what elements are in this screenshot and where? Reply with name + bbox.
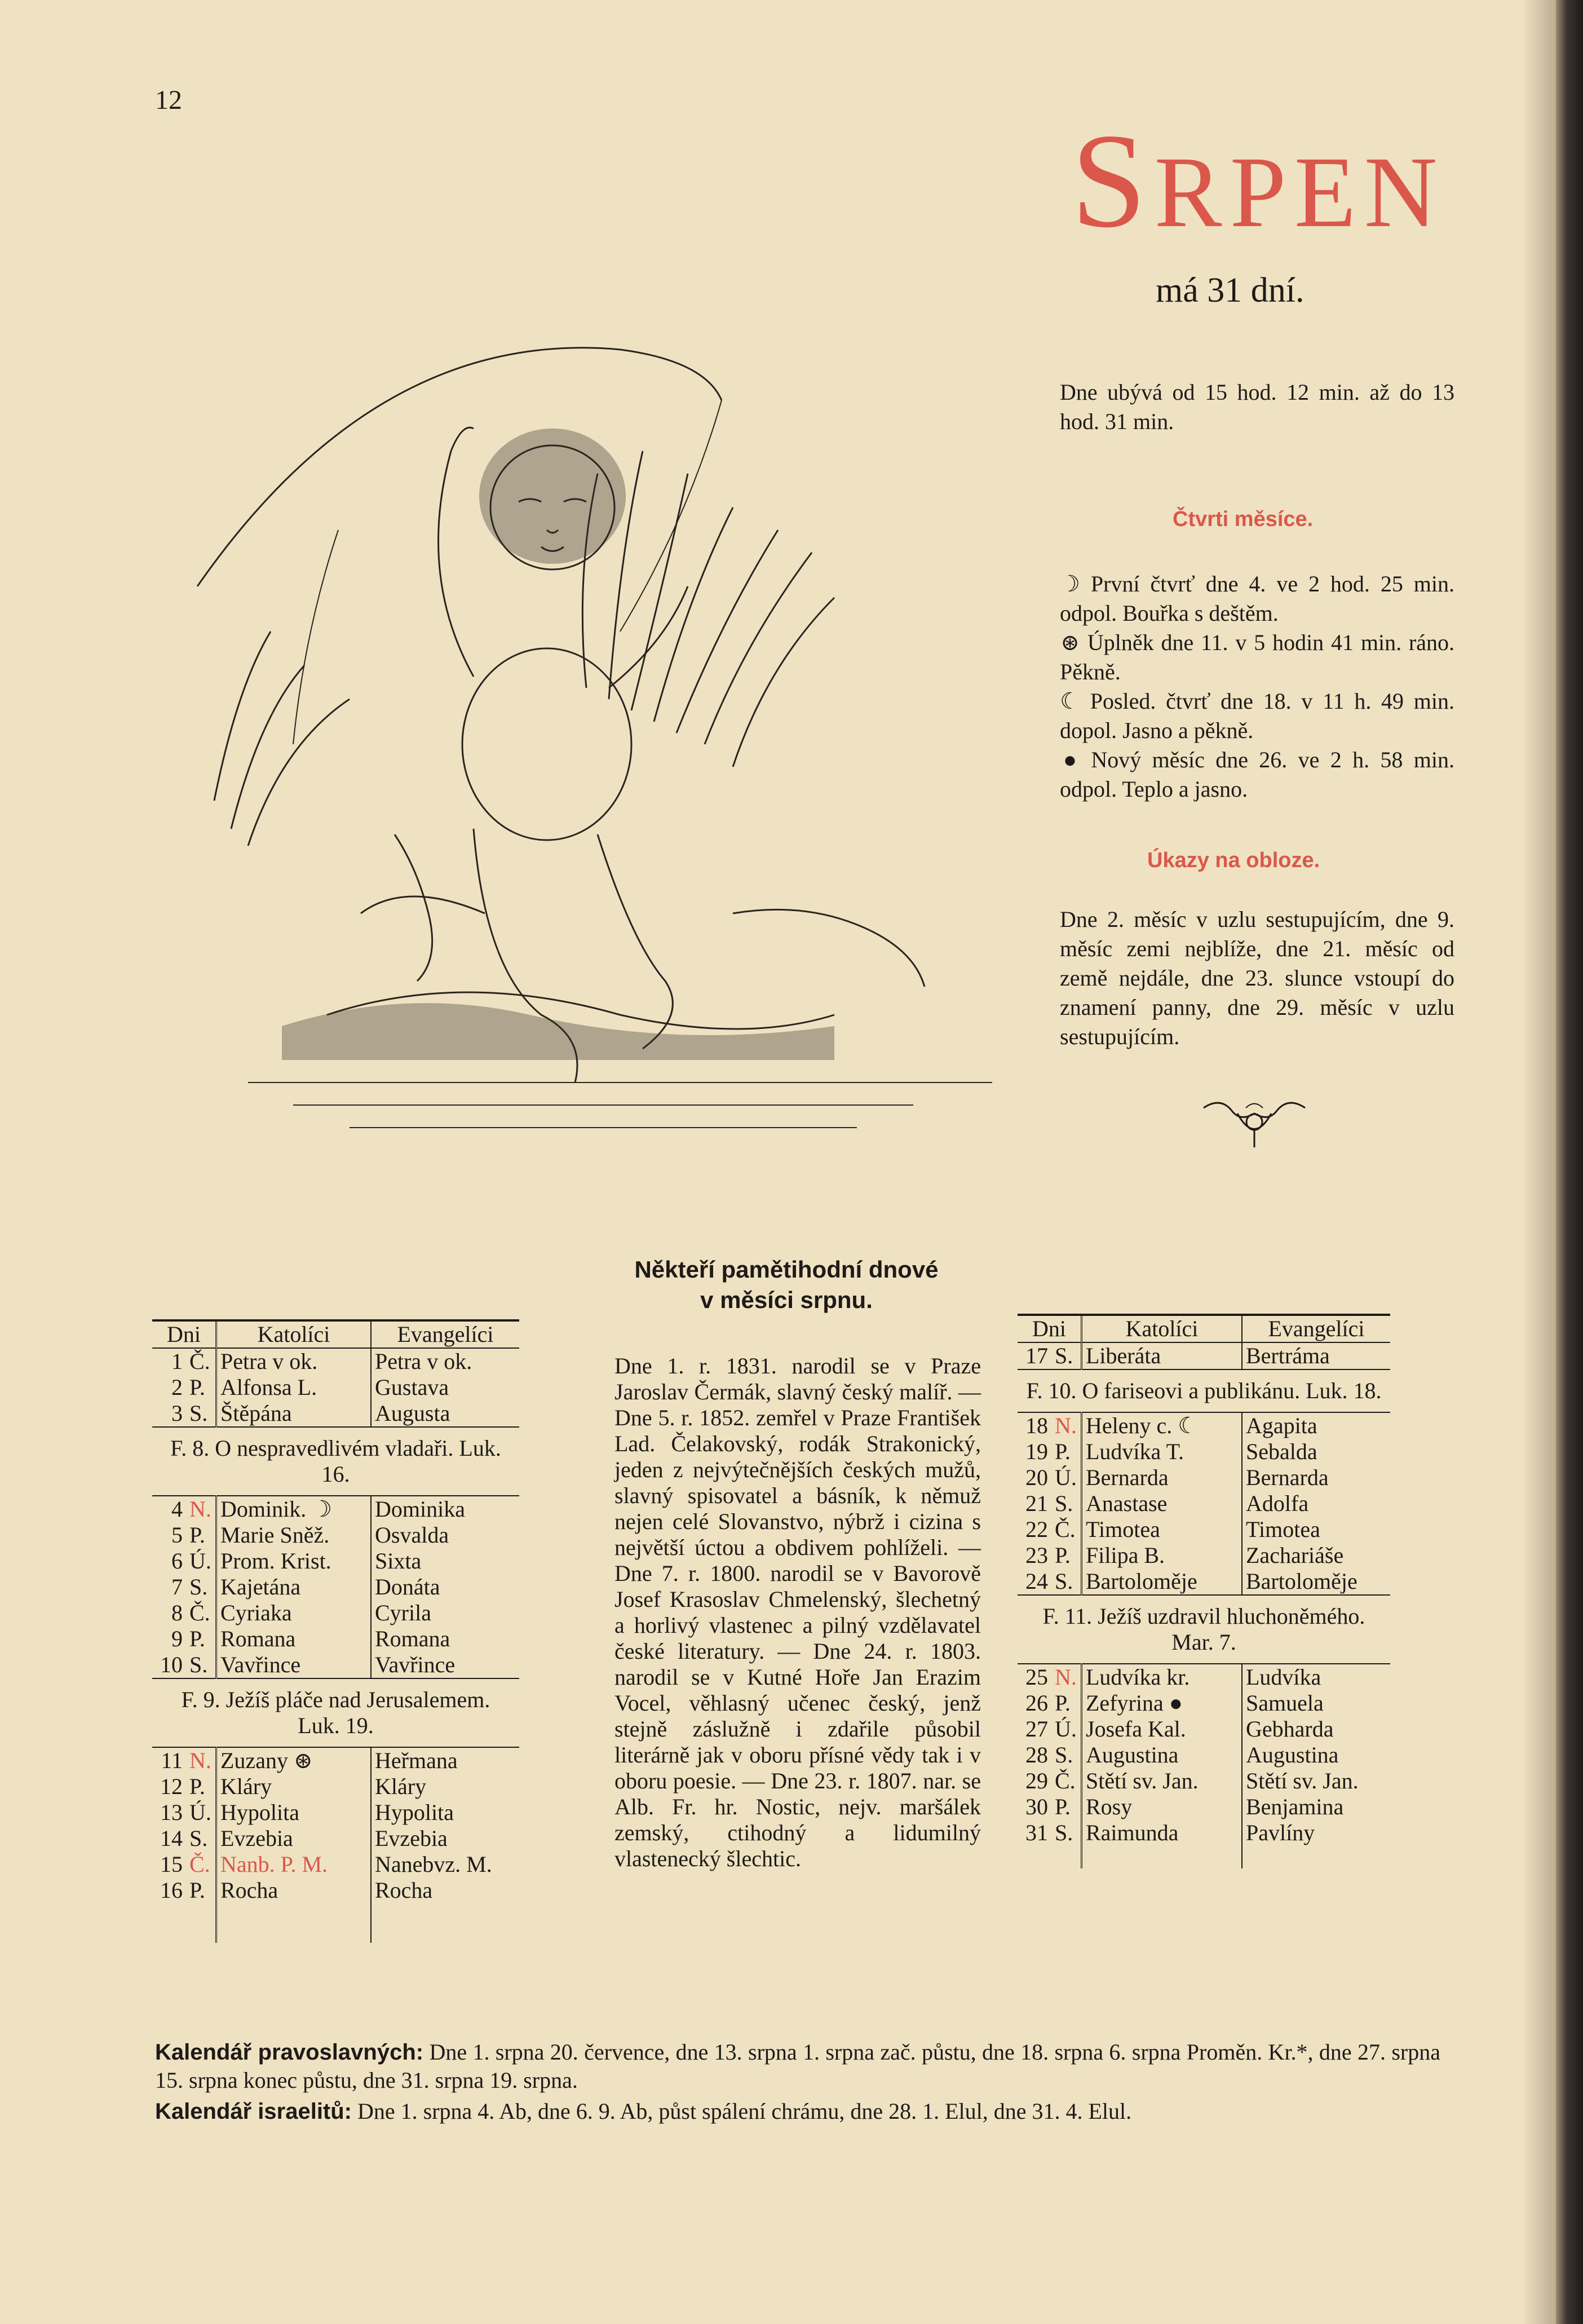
weekday: P. (186, 1522, 216, 1548)
evangelic-name: Bertráma (1246, 1343, 1330, 1368)
table-row (1018, 1690, 1390, 1716)
weekday: S. (1051, 1342, 1082, 1369)
day-number: 2 (171, 1375, 183, 1400)
moon-phase-item (1060, 569, 1454, 628)
day-number: 24 (1025, 1569, 1048, 1594)
feast-text: F. 8. O nespravedlivém vladaři. Luk. 16. (152, 1427, 519, 1496)
table-row (152, 1877, 519, 1903)
day-number: 21 (1025, 1491, 1048, 1516)
memorable-days-heading: Někteří pamětihodní dnové v měsíci srpnu. (634, 1256, 939, 1313)
month-title-initial: S (1071, 105, 1155, 255)
daylight-text: Dne ubývá od 15 hod. 12 min. až do 13 hod. 31 min. (1060, 379, 1454, 434)
evangelic-name: Kláry (375, 1774, 427, 1799)
day-number: 16 (160, 1877, 183, 1903)
evangelic-name: Donáta (375, 1574, 440, 1600)
table-row (152, 1774, 519, 1800)
catholic-name: Zefyrina ● (1082, 1690, 1242, 1716)
weekday: S. (1051, 1742, 1082, 1768)
weekday: N. (1051, 1664, 1082, 1690)
full-moon-icon: ⊛ (1060, 630, 1080, 655)
weekday: Č. (1051, 1517, 1082, 1543)
catholic-name: Heleny c. ☾ (1082, 1412, 1242, 1439)
catholic-name: Ludvíka kr. (1082, 1664, 1242, 1690)
table-row (1018, 1742, 1390, 1768)
header-evangelic: Evangelíci (1268, 1316, 1365, 1341)
evangelic-name: Augusta (375, 1400, 450, 1426)
evangelic-name: Rocha (375, 1877, 433, 1903)
catholic-name: Alfonsa L. (216, 1375, 372, 1400)
catholic-name: Augustina (1082, 1742, 1242, 1768)
floral-ornament-icon (1198, 1091, 1311, 1153)
evangelic-name: Augustina (1246, 1742, 1339, 1768)
weekday: P. (186, 1375, 216, 1400)
weekday: Ú. (1051, 1465, 1082, 1491)
day-number: 30 (1025, 1794, 1048, 1819)
day-number: 3 (171, 1400, 183, 1426)
book-spine (1556, 0, 1583, 2324)
israelite-text: Dne 1. srpna 4. Ab, dne 6. 9. Ab, půst spálení chrámu, dne 28. 1. Elul, dne 31. 4. Elul. (357, 2098, 1132, 2124)
feast-text: F. 10. O fariseovi a publikánu. Luk. 18. (1018, 1369, 1390, 1412)
evangelic-name: Agapita (1246, 1413, 1317, 1438)
table-row (1018, 1569, 1390, 1595)
weekday: P. (186, 1626, 216, 1652)
day-number: 29 (1025, 1768, 1048, 1793)
evangelic-name: Vavřince (375, 1652, 456, 1677)
table-row (1018, 1342, 1390, 1369)
weekday: P. (186, 1774, 216, 1800)
table-row (152, 1348, 519, 1375)
catholic-name: Liberáta (1082, 1342, 1242, 1369)
weekday: S. (1051, 1569, 1082, 1595)
table-row (152, 1626, 519, 1652)
table-row (1018, 1465, 1390, 1491)
weekday: P. (1051, 1543, 1082, 1569)
evangelic-name: Heřmana (375, 1748, 458, 1773)
catholic-name: Marie Sněž. (216, 1522, 372, 1548)
day-number: 28 (1025, 1742, 1048, 1768)
orthodox-calendar-note (155, 2038, 1440, 2095)
day-number: 9 (171, 1626, 183, 1651)
calendar-table-left (152, 1319, 519, 1943)
weekday: Ú. (186, 1800, 216, 1826)
weekday: P. (1051, 1690, 1082, 1716)
weekday: Ú. (1051, 1716, 1082, 1742)
day-number: 15 (160, 1852, 183, 1877)
catholic-name: Bartoloměje (1082, 1569, 1242, 1595)
catholic-name: Rocha (216, 1877, 372, 1903)
catholic-name: Stětí sv. Jan. (1082, 1768, 1242, 1794)
cherub-fishing-illustration (180, 237, 1060, 1150)
feast-row (152, 1427, 519, 1496)
evangelic-name: Ludvíka (1246, 1664, 1321, 1690)
table-row (152, 1548, 519, 1574)
evangelic-name: Gustava (375, 1375, 449, 1400)
feast-text: F. 9. Ježíš pláče nad Jerusalemem. Luk. 19. (152, 1678, 519, 1747)
day-number: 10 (160, 1652, 183, 1677)
day-number: 7 (171, 1574, 183, 1600)
evangelic-name: Nanebvz. M. (375, 1852, 492, 1877)
weekday: Č. (1051, 1768, 1082, 1794)
orthodox-text: Dne 1. srpna 20. července, dne 13. srpna 1. srpna zač. půstu, dne 18. srpna 6. srpna Proměn. Kr.*, dne 27. srpna 15. srpna konec půstu, dne 31. srpna 19. srpna. (155, 2039, 1440, 2093)
page-number: 12 (155, 85, 182, 115)
evangelic-name: Zachariáše (1246, 1543, 1344, 1568)
catholic-name: Petra v ok. (216, 1348, 372, 1375)
catholic-name: Kláry (216, 1774, 372, 1800)
evangelic-name: Stětí sv. Jan. (1246, 1768, 1359, 1793)
moon-phase-item (1060, 745, 1454, 804)
table-row (152, 1400, 519, 1427)
sky-heading: Úkazy na obloze. (1147, 849, 1320, 872)
weekday: N. (186, 1747, 216, 1774)
table-row (1018, 1664, 1390, 1690)
weekday: Ú. (186, 1548, 216, 1574)
feast-row (152, 1678, 519, 1747)
catholic-name: Josefa Kal. (1082, 1716, 1242, 1742)
evangelic-name: Bernarda (1246, 1465, 1329, 1490)
calendar-table-right (1018, 1314, 1390, 1868)
weekday: N. (186, 1496, 216, 1522)
orthodox-label: Kalendář pravoslavných: (155, 2040, 424, 2065)
table-row (152, 1600, 519, 1626)
table-row (1018, 1439, 1390, 1465)
weekday: P. (1051, 1794, 1082, 1820)
evangelic-name: Petra v ok. (375, 1349, 472, 1374)
israelite-calendar-note (155, 2097, 1440, 2126)
catholic-name: Ludvíka T. (1082, 1439, 1242, 1465)
table-row (152, 1800, 519, 1826)
evangelic-name: Osvalda (375, 1522, 449, 1548)
catholic-name: Bernarda (1082, 1465, 1242, 1491)
table-header (1018, 1315, 1390, 1342)
moon-phases-list (1060, 569, 1454, 804)
first-quarter-icon: ☽ (1060, 571, 1080, 597)
day-number: 14 (160, 1826, 183, 1851)
catholic-name: Nanb. P. M. (216, 1852, 372, 1877)
catholic-name: Štěpána (216, 1400, 372, 1427)
weekday: P. (186, 1877, 216, 1903)
table-row (152, 1522, 519, 1548)
moon-phase-item (1060, 687, 1454, 745)
day-number: 6 (171, 1548, 183, 1574)
catholic-name: Raimunda (1082, 1820, 1242, 1846)
catholic-name: Romana (216, 1626, 372, 1652)
weekday: S. (1051, 1820, 1082, 1846)
table-row (1018, 1820, 1390, 1846)
moon-phase-item (1060, 628, 1454, 687)
moon-phase-text: Posled. čtvrť dne 18. v 11 h. 49 min. dopol. Jasno a pěkně. (1060, 688, 1455, 743)
catholic-name: Cyriaka (216, 1600, 372, 1626)
weekday: N. (1051, 1412, 1082, 1439)
evangelic-name: Benjamina (1246, 1794, 1344, 1819)
day-number: 11 (161, 1748, 183, 1773)
sky-text: Dne 2. měsíc v uzlu sestupujícím, dne 9. měsíc zemi nejblíže, dne 21. měsíc od země nejdále, dne 23. slunce vstoupí do znamení panny, dne 29. měsíc v uzlu sestupujícím. (1060, 907, 1454, 1049)
evangelic-name: Gebharda (1246, 1716, 1334, 1742)
day-number: 17 (1025, 1343, 1048, 1368)
weekday: S. (186, 1574, 216, 1600)
header-catholic: Katolíci (216, 1320, 372, 1348)
day-number: 22 (1025, 1517, 1048, 1542)
day-number: 5 (171, 1522, 183, 1548)
table-row (1018, 1543, 1390, 1569)
evangelic-name: Hypolita (375, 1800, 454, 1825)
memorable-days-text: Dne 1. r. 1831. narodil se v Praze Jaroslav Čermák, slavný český malíř. — Dne 5. r. 1852. zemřel v Praze František Lad. Čelakovský, rodák Strakonický, jeden z nejvýtečnějších českých mužů, slavný spisovatel a básník, k němuž nejen celé Slovanstvo, nýbrž i cizina s největší úctou a obdivem pohlíželi. — Dne 7. r. 1800. narodil se v Bavorově Josef Krasoslav Chmelenský, šlechetný a horlivý vlastenec a pilný vzdělavatel české literatury. — Dne 24. r. 1803. narodil se v Kutné Hoře Jan Erazim Vocel, věhlasný učenec český, jenž stejně záslužně i zdařile působil literárně jak v oboru přísné vědy tak i v oboru poesie. — Dne 23. r. 1807. nar. se Alb. Fr. hr. Nostic, nejv. maršálek zemský, ctihodný a lidumilný vlastenecký šlechtic. (614, 1353, 981, 1871)
israelite-label: Kalendář israelitů: (155, 2099, 352, 2124)
catholic-name: Prom. Krist. (216, 1548, 372, 1574)
table-row (1018, 1412, 1390, 1439)
table-row (1018, 1794, 1390, 1820)
day-number: 8 (171, 1600, 183, 1625)
catholic-name: Hypolita (216, 1800, 372, 1826)
table-row (152, 1652, 519, 1678)
catholic-name: Rosy (1082, 1794, 1242, 1820)
catholic-name: Kajetána (216, 1574, 372, 1600)
table-row (152, 1747, 519, 1774)
month-title (1071, 105, 1445, 255)
table-row (152, 1826, 519, 1852)
day-number: 13 (160, 1800, 183, 1825)
feast-text: F. 11. Ježíš uzdravil hluchoněmého. Mar. 7. (1018, 1595, 1390, 1664)
table-row (1018, 1517, 1390, 1543)
new-moon-icon: ● (1063, 747, 1077, 772)
page-edge-shadow (1522, 0, 1556, 2324)
moon-phase-text: Úplněk dne 11. v 5 hodin 41 min. ráno. Pěkně. (1060, 630, 1455, 684)
moon-phases-heading: Čtvrti měsíce. (1173, 507, 1314, 531)
evangelic-name: Dominika (375, 1496, 465, 1522)
day-number: 1 (171, 1349, 183, 1374)
evangelic-name: Adolfa (1246, 1491, 1309, 1516)
header-day: Dni (1018, 1315, 1082, 1342)
catholic-name: Filipa B. (1082, 1543, 1242, 1569)
weekday: Č. (186, 1348, 216, 1375)
catholic-name: Zuzany ⊛ (216, 1747, 372, 1774)
catholic-name: Timotea (1082, 1517, 1242, 1543)
evangelic-name: Romana (375, 1626, 450, 1651)
day-number: 31 (1025, 1820, 1048, 1845)
header-day: Dni (152, 1320, 216, 1348)
last-quarter-icon: ☾ (1060, 688, 1080, 714)
table-row (152, 1375, 519, 1400)
table-row (152, 1496, 519, 1522)
weekday: Č. (186, 1852, 216, 1877)
day-number: 18 (1025, 1413, 1048, 1438)
evangelic-name: Cyrila (375, 1600, 431, 1625)
table-row (152, 1574, 519, 1600)
catholic-name: Vavřince (216, 1652, 372, 1678)
evangelic-name: Sixta (375, 1548, 422, 1574)
catholic-name: Dominik. ☽ (216, 1496, 372, 1522)
weekday: Č. (186, 1600, 216, 1626)
moon-phase-text: Nový měsíc dne 26. ve 2 h. 58 min. odpol. Teplo a jasno. (1060, 747, 1455, 802)
evangelic-name: Evzebia (375, 1826, 448, 1851)
day-number: 20 (1025, 1465, 1048, 1490)
table-row (1018, 1716, 1390, 1742)
day-number: 19 (1025, 1439, 1048, 1464)
evangelic-name: Samuela (1246, 1690, 1324, 1716)
weekday: S. (186, 1652, 216, 1678)
day-number: 12 (160, 1774, 183, 1799)
feast-row (1018, 1595, 1390, 1664)
table-row (152, 1852, 519, 1877)
table-row (1018, 1768, 1390, 1794)
table-row (1018, 1491, 1390, 1517)
evangelic-name: Timotea (1246, 1517, 1320, 1542)
catholic-name: Evzebia (216, 1826, 372, 1852)
table-header (152, 1320, 519, 1348)
day-number: 25 (1025, 1664, 1048, 1690)
header-catholic: Katolíci (1082, 1315, 1242, 1342)
day-number: 26 (1025, 1690, 1048, 1716)
weekday: S. (1051, 1491, 1082, 1517)
evangelic-name: Pavlíny (1246, 1820, 1315, 1845)
evangelic-name: Sebalda (1246, 1439, 1317, 1464)
moon-phase-text: První čtvrť dne 4. ve 2 hod. 25 min. odpol. Bouřka s deštěm. (1060, 571, 1454, 626)
month-days: má 31 dní. (1156, 271, 1305, 310)
header-evangelic: Evangelíci (397, 1322, 494, 1347)
weekday: P. (1051, 1439, 1082, 1465)
feast-row (1018, 1369, 1390, 1412)
catholic-name: Anastase (1082, 1491, 1242, 1517)
weekday: S. (186, 1400, 216, 1427)
day-number: 23 (1025, 1543, 1048, 1568)
day-number: 27 (1025, 1716, 1048, 1742)
evangelic-name: Bartoloměje (1246, 1569, 1358, 1594)
month-title-rest: RPEN (1154, 136, 1445, 248)
weekday: S. (186, 1826, 216, 1852)
day-number: 4 (171, 1496, 183, 1522)
